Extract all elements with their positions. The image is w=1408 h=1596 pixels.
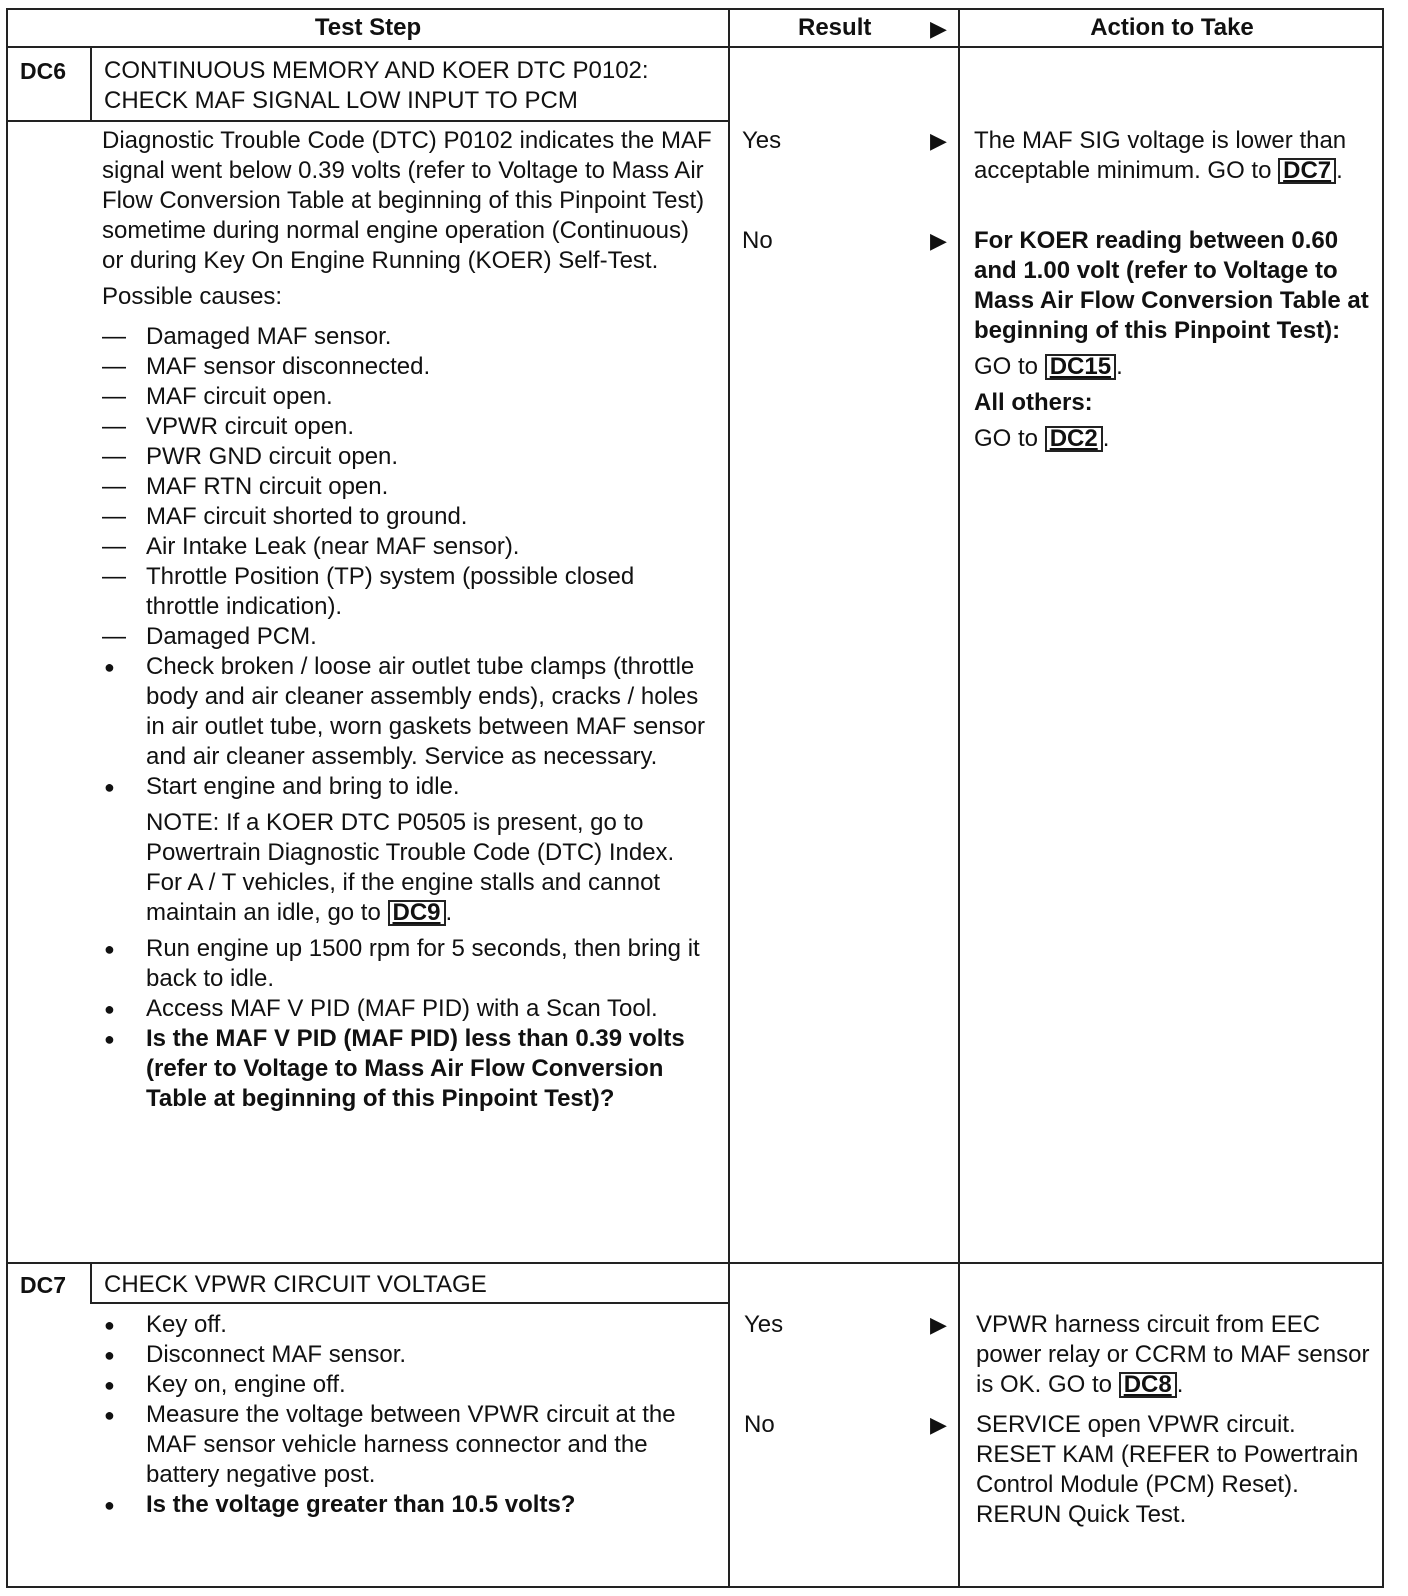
dc6-no-goto1-text: GO to [974,353,1039,380]
dc6-no-action-condition: For KOER reading between 0.60 and 1.00 volt (refer to Voltage to Mass Air Flow Conversion Table at beginning of this Pinpoint Test): [974,227,1369,344]
step-item: ● Check broken / loose air outlet tube clamps (throttle body and air cleaner assembly ends), cracks / holes in air outlet tube, worn gaskets between MAF sensor and air cleaner assembly. Service as necessary. [102,652,712,772]
dc7-no-arrow-icon: ▶ [930,1412,947,1437]
dc6-yes-arrow-icon: ▶ [930,128,947,153]
cause-item: — MAF circuit open. [102,382,712,412]
header-divider [8,46,1382,48]
cause-item: — PWR GND circuit open. [102,442,712,472]
dc6-no-label: No [742,227,773,254]
cause-item: — Throttle Position (TP) system (possible closed throttle indication). [102,562,712,622]
dc6-yes-action: The MAF SIG voltage is lower than acceptable minimum. GO to DC7 . [974,127,1347,184]
dc7-yes-label: Yes [744,1311,784,1338]
dc7-yes-action-text: VPWR harness circuit from EEC power relay or CCRM to MAF sensor is OK. GO to [976,1311,1370,1398]
dc6-steps-list [102,652,712,1114]
dc6-title [104,56,724,116]
step-item: ● Measure the voltage between VPWR circuit at the MAF sensor vehicle harness connector and the battery negative post. [102,1400,712,1490]
dc7-body [102,1310,712,1520]
dc6-no-goto1: GO to DC15 . [974,353,1123,380]
dc6-no-arrow-icon: ▶ [930,228,947,253]
dc6-question: ● Is the MAF V PID (MAF PID) less than 0.39 volts (refer to Voltage to Mass Air Flow Conversion Table at beginning of this Pinpoint Test)? [102,1024,712,1114]
cause-item: — MAF circuit shorted to ground. [102,502,712,532]
dc7-no-label: No [744,1411,775,1438]
dc6-note-text: NOTE: If a KOER DTC P0505 is present, go to Powertrain Diagnostic Trouble Code (DTC) Index. For A / T vehicles, if the engine stalls and cannot maintain an idle, go to [146,809,675,926]
dc6-step-id: DC6 [20,58,67,84]
dc7-title: CHECK VPWR CIRCUIT VOLTAGE [104,1271,487,1298]
dc7-no-action: SERVICE open VPWR circuit. RESET KAM (REFER to Powertrain Control Module (PCM) Reset). RERUN Quick Test. [976,1411,1359,1528]
dc7-title-divider [90,1302,728,1304]
cause-item: — VPWR circuit open. [102,412,712,442]
header-action: Action to Take [1090,14,1254,41]
dc6-no-goto2: GO to DC2 . [974,425,1110,452]
header-test-step: Test Step [314,14,422,41]
cause-item: — Damaged PCM. [102,622,712,652]
dc6-title-line1: CONTINUOUS MEMORY AND KOER DTC P0102: [104,57,649,84]
dc7-steps-list [102,1310,712,1520]
dc6-no-others-label: All others: [974,389,1093,416]
step-item: ● Key off. [102,1310,712,1340]
column-divider-result [728,10,730,1586]
header-arrow-icon: ▶ [930,16,947,41]
dc6-no-action [974,226,1369,454]
dc6-title-divider [8,120,728,122]
column-divider-action [958,10,960,1586]
dc6-title-line2: CHECK MAF SIGNAL LOW INPUT TO PCM [104,87,578,114]
dc6-id-divider [90,46,92,120]
dc7-step-id: DC7 [20,1272,67,1298]
dc7-question: ● Is the voltage greater than 10.5 volts? [102,1490,712,1520]
dc6-causes-list [102,322,712,652]
dc6-causes-label: Possible causes: [102,283,283,310]
cause-item: — MAF RTN circuit open. [102,472,712,502]
header-result: Result [798,14,872,41]
dc9-reference-link[interactable]: DC9 [388,900,446,926]
dc7-reference-link[interactable]: DC7 [1278,158,1336,184]
step-item: ● Access MAF V PID (MAF PID) with a Scan Tool. [102,994,712,1024]
diagnostic-table [6,8,1384,1588]
dc6-yes-label: Yes [742,127,782,154]
cause-item: — MAF sensor disconnected. [102,352,712,382]
step-item: ● Start engine and bring to idle. [102,772,712,802]
step-item: ● Key on, engine off. [102,1370,712,1400]
dc7-yes-arrow-icon: ▶ [930,1312,947,1337]
dc2-reference-link[interactable]: DC2 [1045,426,1103,452]
dc7-yes-action: VPWR harness circuit from EEC power relay or CCRM to MAF sensor is OK. GO to DC8 . [976,1311,1370,1398]
dc7-id-divider [90,1262,92,1302]
dc8-reference-link[interactable]: DC8 [1119,1372,1177,1398]
dc6-yes-action-text: The MAF SIG voltage is lower than acceptable minimum. GO to [974,127,1347,184]
step-item: ● Run engine up 1500 rpm for 5 seconds, then bring it back to idle. [102,934,712,994]
cause-item: — Air Intake Leak (near MAF sensor). [102,532,712,562]
cause-item: — Damaged MAF sensor. [102,322,712,352]
dc6-body [102,126,712,1114]
dc6-dc7-divider [8,1262,1382,1264]
dc6-note: NOTE: If a KOER DTC P0505 is present, go to Powertrain Diagnostic Trouble Code (DTC) Index. For A / T vehicles, if the engine stalls and cannot maintain an idle, go to DC9 . [146,809,675,926]
dc6-intro: Diagnostic Trouble Code (DTC) P0102 indicates the MAF signal went below 0.39 volts (refer to Voltage to Mass Air Flow Conversion Table at beginning of this Pinpoint Test) sometime during normal engine operation (Continuous) or during Key On Engine Running (KOER) Self-Test. [102,127,712,274]
dc6-no-goto2-text: GO to [974,425,1039,452]
dc15-reference-link[interactable]: DC15 [1045,354,1116,380]
step-item: ● Disconnect MAF sensor. [102,1340,712,1370]
